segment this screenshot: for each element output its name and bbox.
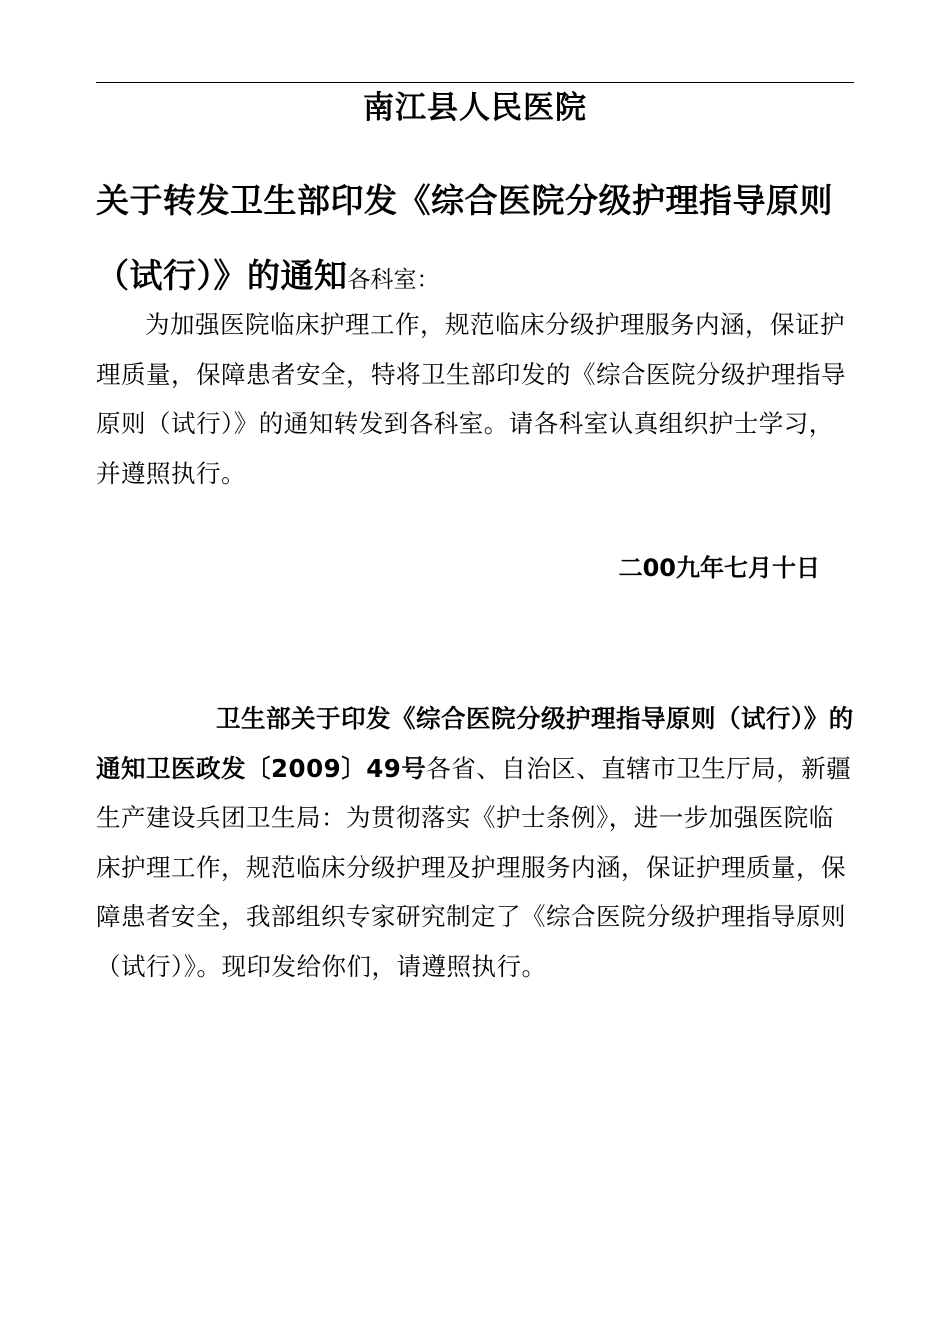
addressees: 各省、自治区、直辖市卫生厅局，新疆生产建设兵团卫生局： (96, 753, 852, 832)
doc-prefix: 卫医政发 (146, 753, 246, 783)
doc-suffix: 号 (401, 753, 427, 783)
notice-title-text: 关于转发卫生部印发《综合医院分级护理指导原则（试行）》的通知 (96, 181, 833, 295)
notice-body: 为加强医院临床护理工作，规范临床分级护理服务内涵，保证护理质量，保障患者安全，特将卫生部印发的《综合医院分级护理指导原则（试行）》的通知转发到各科室。请各科室认真组织护士学习，并遵照执行。 (96, 310, 846, 488)
notice-title (96, 163, 854, 318)
forwarded-title: 卫生部关于印发《综合医院分级护理指导原则（试行）》的通知 (96, 704, 854, 783)
forwarded-notice (96, 694, 854, 991)
doc-number: 〔2009〕49 (246, 753, 402, 783)
notice-salutation: 各科室： (347, 267, 440, 293)
notice-date: 二00九年七月十日 (618, 554, 820, 582)
hospital-name: 南江县人民医院 (363, 90, 587, 126)
forwarded-body: 为贯彻落实《护士条例》，进一步加强医院临床护理工作，规范临床分级护理及护理服务内涵，保证护理质量，保障患者安全，我部组织专家研究制定了《综合医院分级护理指导原则（试行）》。现印发给你们，请遵照执行。 (96, 803, 846, 981)
header-rule (96, 82, 854, 83)
